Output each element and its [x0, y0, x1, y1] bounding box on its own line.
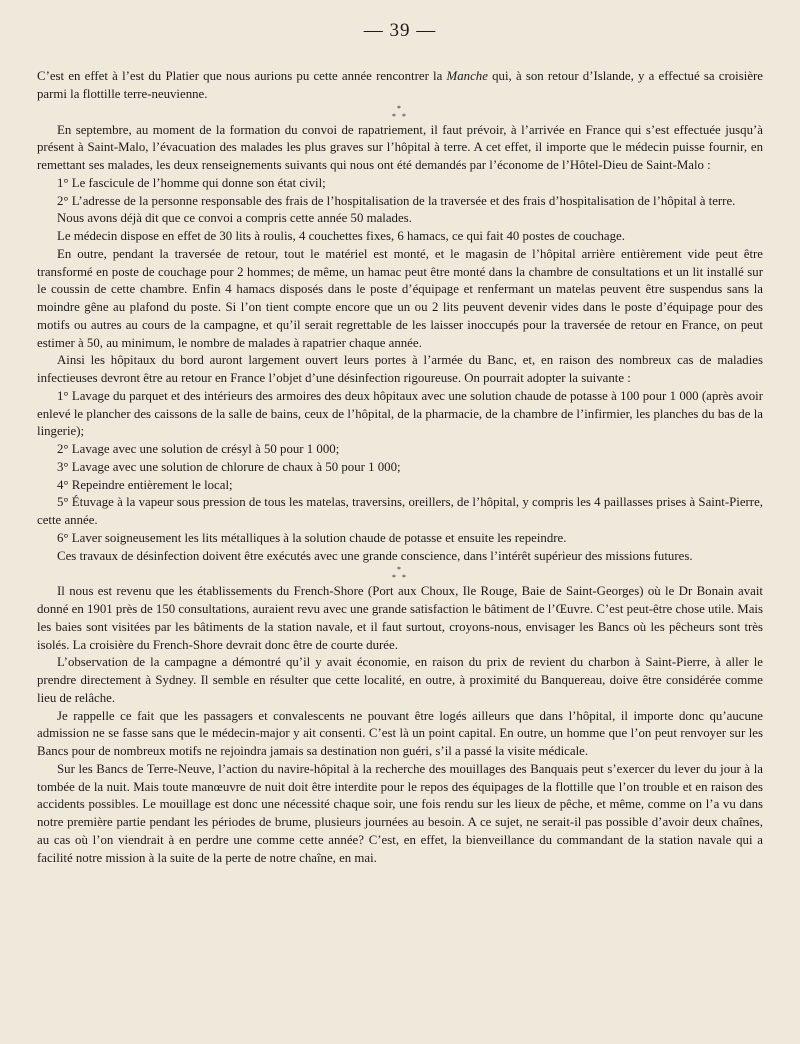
- list-item: 1° Le fascicule de l’homme qui donne son état civil;: [57, 175, 326, 190]
- paragraph-text: qui, à son retour d’Islande, y a effectué sa croisière parmi la flottille terre-neuvienne.: [37, 69, 763, 101]
- paragraph: Sur les Bancs de Terre-Neuve, l’action du navire-hôpital à la recherche des mouillages des Banquais peut s’exercer du lever du jour à la tombée de la nuit. Mais toute manœuvre de nuit doit être interdite pour le repos des équipages de la flottille que l’on trouble et en raison des accidents possibles. Le mouillage est donc une nécessité chaque soir, une fois rendu sur les lieux de pêche, et même, comme on l’a vu dans notre première partie pendant les périodes de brume, plusieurs journées au besoin. A ce sujet, ne serait-il pas possible d’avoir deux chaînes, au cas où l’on viendrait à en perdre une comme cette année? C’est, en effet, la bienveillance du commandant de la station navale qui a facilité notre mission à la suite de la perte de notre chaîne, en mai.: [37, 761, 763, 865]
- list-item: 5° Étuvage à la vapeur sous pression de tous les matelas, traversins, oreillers, de l’hôpital, y compris les 4 paillasses prises à Saint-Pierre, cette année.: [37, 495, 763, 527]
- section-separator: [37, 104, 763, 122]
- paragraph: Ces travaux de désinfection doivent être exécutés avec une grande conscience, dans l’intérêt supérieur des missions futures.: [57, 548, 693, 563]
- paragraph: Ainsi les hôpitaux du bord auront largement ouvert leurs portes à l’armée du Banc, et, en raison des nombreux cas de maladies infectieuses devront être au retour en France l’objet d’une désinfection rigoureuse. On pourrait adopter la suivante :: [37, 353, 763, 385]
- separator-bottom: * *: [392, 573, 408, 583]
- list-item: 6° Laver soigneusement les lits métalliques à la solution chaude de potasse et ensuite les repeindre.: [57, 530, 567, 545]
- paragraph: Nous avons déjà dit que ce convoi a compris cette année 50 malades.: [57, 211, 412, 226]
- paragraph: Le médecin dispose en effet de 30 lits à roulis, 4 couchettes fixes, 6 hamacs, ce qui fait 40 postes de couchage.: [57, 229, 625, 243]
- paragraph: En outre, pendant la traversée de retour, tout le matériel est monté, et le magasin de l’hôpital arrière entièrement vide peut être transformé en poste de couchage pour 2 hommes; de même, un hamac peut être monté dans la chambre de consultations et un lit installé sur le coussin de cette chambre. Enfin 4 hamacs disposés dans le poste d’équipage et renfermant un matelas peuvent être suspendus sans la moindre gêne au plafond du poste. Si l’on tient compte encore que un ou 2 lits peuvent devenir vides dans le poste d’équipage pour des motifs ou autres au cours de la campagne, et qu’il serait regrettable de les laisser inoccupés pour la traversée de retour en France, on peut estimer à 50, au minimum, le nombre de malades à rapatrier chaque année.: [37, 246, 763, 350]
- ship-name: Manche: [446, 69, 488, 83]
- separator-bottom: * *: [392, 111, 408, 121]
- list-item: 4° Repeindre entièrement le local;: [57, 477, 233, 492]
- list-item: 2° L’adresse de la personne responsable des frais de l’hospitalisation de la traversée et des frais d’hospitalisation de l’hôpital à terre.: [57, 193, 736, 208]
- list-item: 2° Lavage avec une solution de crésyl à 50 pour 1 000;: [57, 442, 340, 456]
- paragraph: En septembre, au moment de la formation du convoi de rapatriement, il faut prévoir, à l’arrivée en France qui s’est effectuée jusqu’à présent à Saint-Malo, l’évacuation des malades les plus graves sur l’hôpital à terre. A cet effet, il importe que le médecin puisse fournir, en remettant ses malades, les deux renseignements suivants qui nous ont été demandés par l’économe de l’Hôtel-Dieu de Saint-Malo :: [37, 122, 763, 172]
- separator-top: *: [397, 565, 403, 575]
- paragraph: L’observation de la campagne a démontré qu’il y avait économie, en raison du prix de revient du charbon à Saint-Pierre, à aller le prendre directement à Sydney. Il semble en résulter que cette localité, en outre, à proximité du Banquereau, doive être considérée comme lieu de relâche.: [37, 655, 763, 705]
- paragraph: [37, 68, 763, 104]
- separator-top: *: [397, 103, 403, 113]
- section-separator: [37, 565, 763, 583]
- list-item: 3° Lavage avec une solution de chlorure de chaux à 50 pour 1 000;: [57, 459, 401, 474]
- page-number: — 39 —: [363, 20, 437, 41]
- paragraph-text: C’est en effet à l’est du Platier que nous aurions pu cette année rencontrer la: [37, 69, 447, 83]
- paragraph: Il nous est revenu que les établissements du French-Shore (Port aux Choux, Ile Rouge, Baie de Saint-Georges) où le Dr Bonain avait donné en 1901 près de 150 consultations, auraient revu avec une grande satisfaction le bâtiment de l’Œuvre. C’est peut-être chose utile. Mais les baies sont visitées par les bâtiments de la station navale, et il faut surtout, croyons-nous, envisager les Bancs où les pêcheurs sont très isolés. La croisière du French-Shore devrait donc être de courte durée.: [37, 584, 763, 652]
- body-text: [37, 68, 763, 867]
- list-item: 1° Lavage du parquet et des intérieurs des armoires des deux hôpitaux avec une solution chaude de potasse à 100 pour 1 000 (après avoir enlevé le plancher des caissons de la salle de bains, ceux de l’hôpital, de la pharmacie, de la chambre de l’infirmier, les planches du bas de la lingerie);: [37, 388, 763, 439]
- paragraph: Je rappelle ce fait que les passagers et convalescents ne pouvant être logés ailleurs que dans l’hôpital, il importe donc qu’aucune admission ne se fasse sans que le médecin-major y ait consenti. C’est là un point capital. En outre, un homme que l’on peut renvoyer sur les Bancs pour de nombreux motifs ne rejoindra jamais sa destination non guéri, s’il a passé la visite médicale.: [37, 708, 763, 758]
